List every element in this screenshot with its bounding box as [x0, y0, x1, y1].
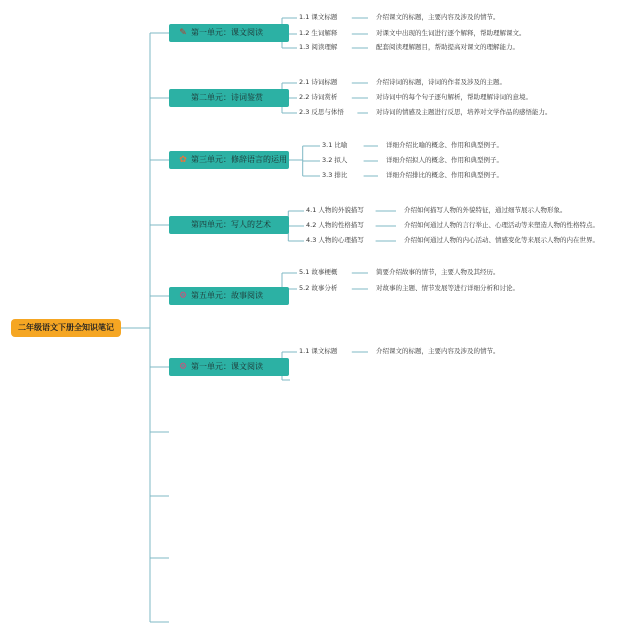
unit-label: 第五单元：故事阅读: [191, 291, 263, 300]
unit-label: 第一单元：课文阅读: [191, 362, 263, 371]
item-title[interactable]: 3.3 排比: [322, 171, 348, 179]
unit-node[interactable]: [169, 89, 289, 107]
item-description: 详细介绍比喻的概念、作用和典型例子。: [386, 141, 503, 149]
pen-icon: ✎: [179, 28, 187, 38]
unit-node[interactable]: [169, 216, 289, 234]
gear-icon: ⚙: [178, 291, 188, 301]
unit-node[interactable]: [169, 287, 289, 305]
unit-label: 第一单元：课文阅读: [191, 28, 263, 37]
item-title[interactable]: 5.1 故事梗概: [299, 268, 338, 276]
item-description: 对诗词中的每个句子逐句解析，帮助理解诗词的意境。: [376, 93, 532, 101]
unit-label: 第三单元：修辞语言的运用: [191, 155, 287, 164]
item-description: 介绍如何通过人物的言行举止、心理活动等来塑造人物的性格特点。: [404, 221, 599, 229]
item-title[interactable]: 3.1 比喻: [322, 141, 348, 149]
item-title[interactable]: 1.1 课文标题: [299, 13, 338, 21]
item-title[interactable]: 2.2 诗词赏析: [299, 93, 338, 101]
item-title[interactable]: 2.3 反思与体悟: [299, 108, 344, 116]
item-title[interactable]: 4.1 人物的外貌描写: [306, 206, 364, 214]
item-title[interactable]: 2.1 诗词标题: [299, 78, 338, 86]
item-title[interactable]: 1.1 课文标题: [299, 347, 338, 355]
flower-icon: ✿: [179, 155, 187, 165]
item-description: 介绍如何通过人物的内心活动、情感变化等来展示人物的内在世界。: [404, 236, 599, 244]
unit-node[interactable]: [169, 151, 289, 169]
item-description: 配套阅读理解题目，帮助提高对课文的理解能力。: [376, 43, 519, 51]
gear-icon: ⚙: [178, 362, 188, 372]
item-description: 对故事的主题、情节发展等进行详细分析和讨论。: [376, 284, 519, 292]
item-description: 对课文中出现的生词进行逐个解释，帮助理解课文。: [376, 29, 526, 37]
item-title[interactable]: 4.3 人物的心理描写: [306, 236, 364, 244]
item-description: 详细介绍拟人的概念、作用和典型例子。: [386, 156, 503, 164]
item-description: 对诗词的情感及主题进行反思，培养对文学作品的感悟能力。: [376, 108, 552, 116]
unit-node[interactable]: [169, 358, 289, 376]
item-description: 简要介绍故事的情节，主要人物及其经历。: [376, 268, 500, 276]
item-title[interactable]: 4.2 人物的性格描写: [306, 221, 364, 229]
unit-label: 第四单元：写人的艺术: [191, 220, 271, 229]
item-title[interactable]: 5.2 故事分析: [299, 284, 338, 292]
item-title[interactable]: 1.2 生词解释: [299, 29, 338, 37]
root-topic[interactable]: 二年级语文下册全知识笔记: [11, 319, 121, 337]
item-title[interactable]: 3.2 拟人: [322, 156, 348, 164]
item-description: 介绍诗词的标题，诗词的作者及涉及的主题。: [376, 78, 506, 86]
unit-label: 第二单元：诗词鉴赏: [191, 93, 263, 102]
unit-node[interactable]: [169, 24, 289, 42]
item-description: 介绍课文的标题，主要内容及涉及的情节。: [376, 347, 500, 355]
item-description: 介绍如何描写人物的外貌特征，通过细节展示人物形象。: [404, 206, 567, 214]
item-description: 介绍课文的标题，主要内容及涉及的情节。: [376, 13, 500, 21]
item-title[interactable]: 1.3 阅读理解: [299, 43, 338, 51]
item-description: 详细介绍排比的概念、作用和典型例子。: [386, 171, 503, 179]
